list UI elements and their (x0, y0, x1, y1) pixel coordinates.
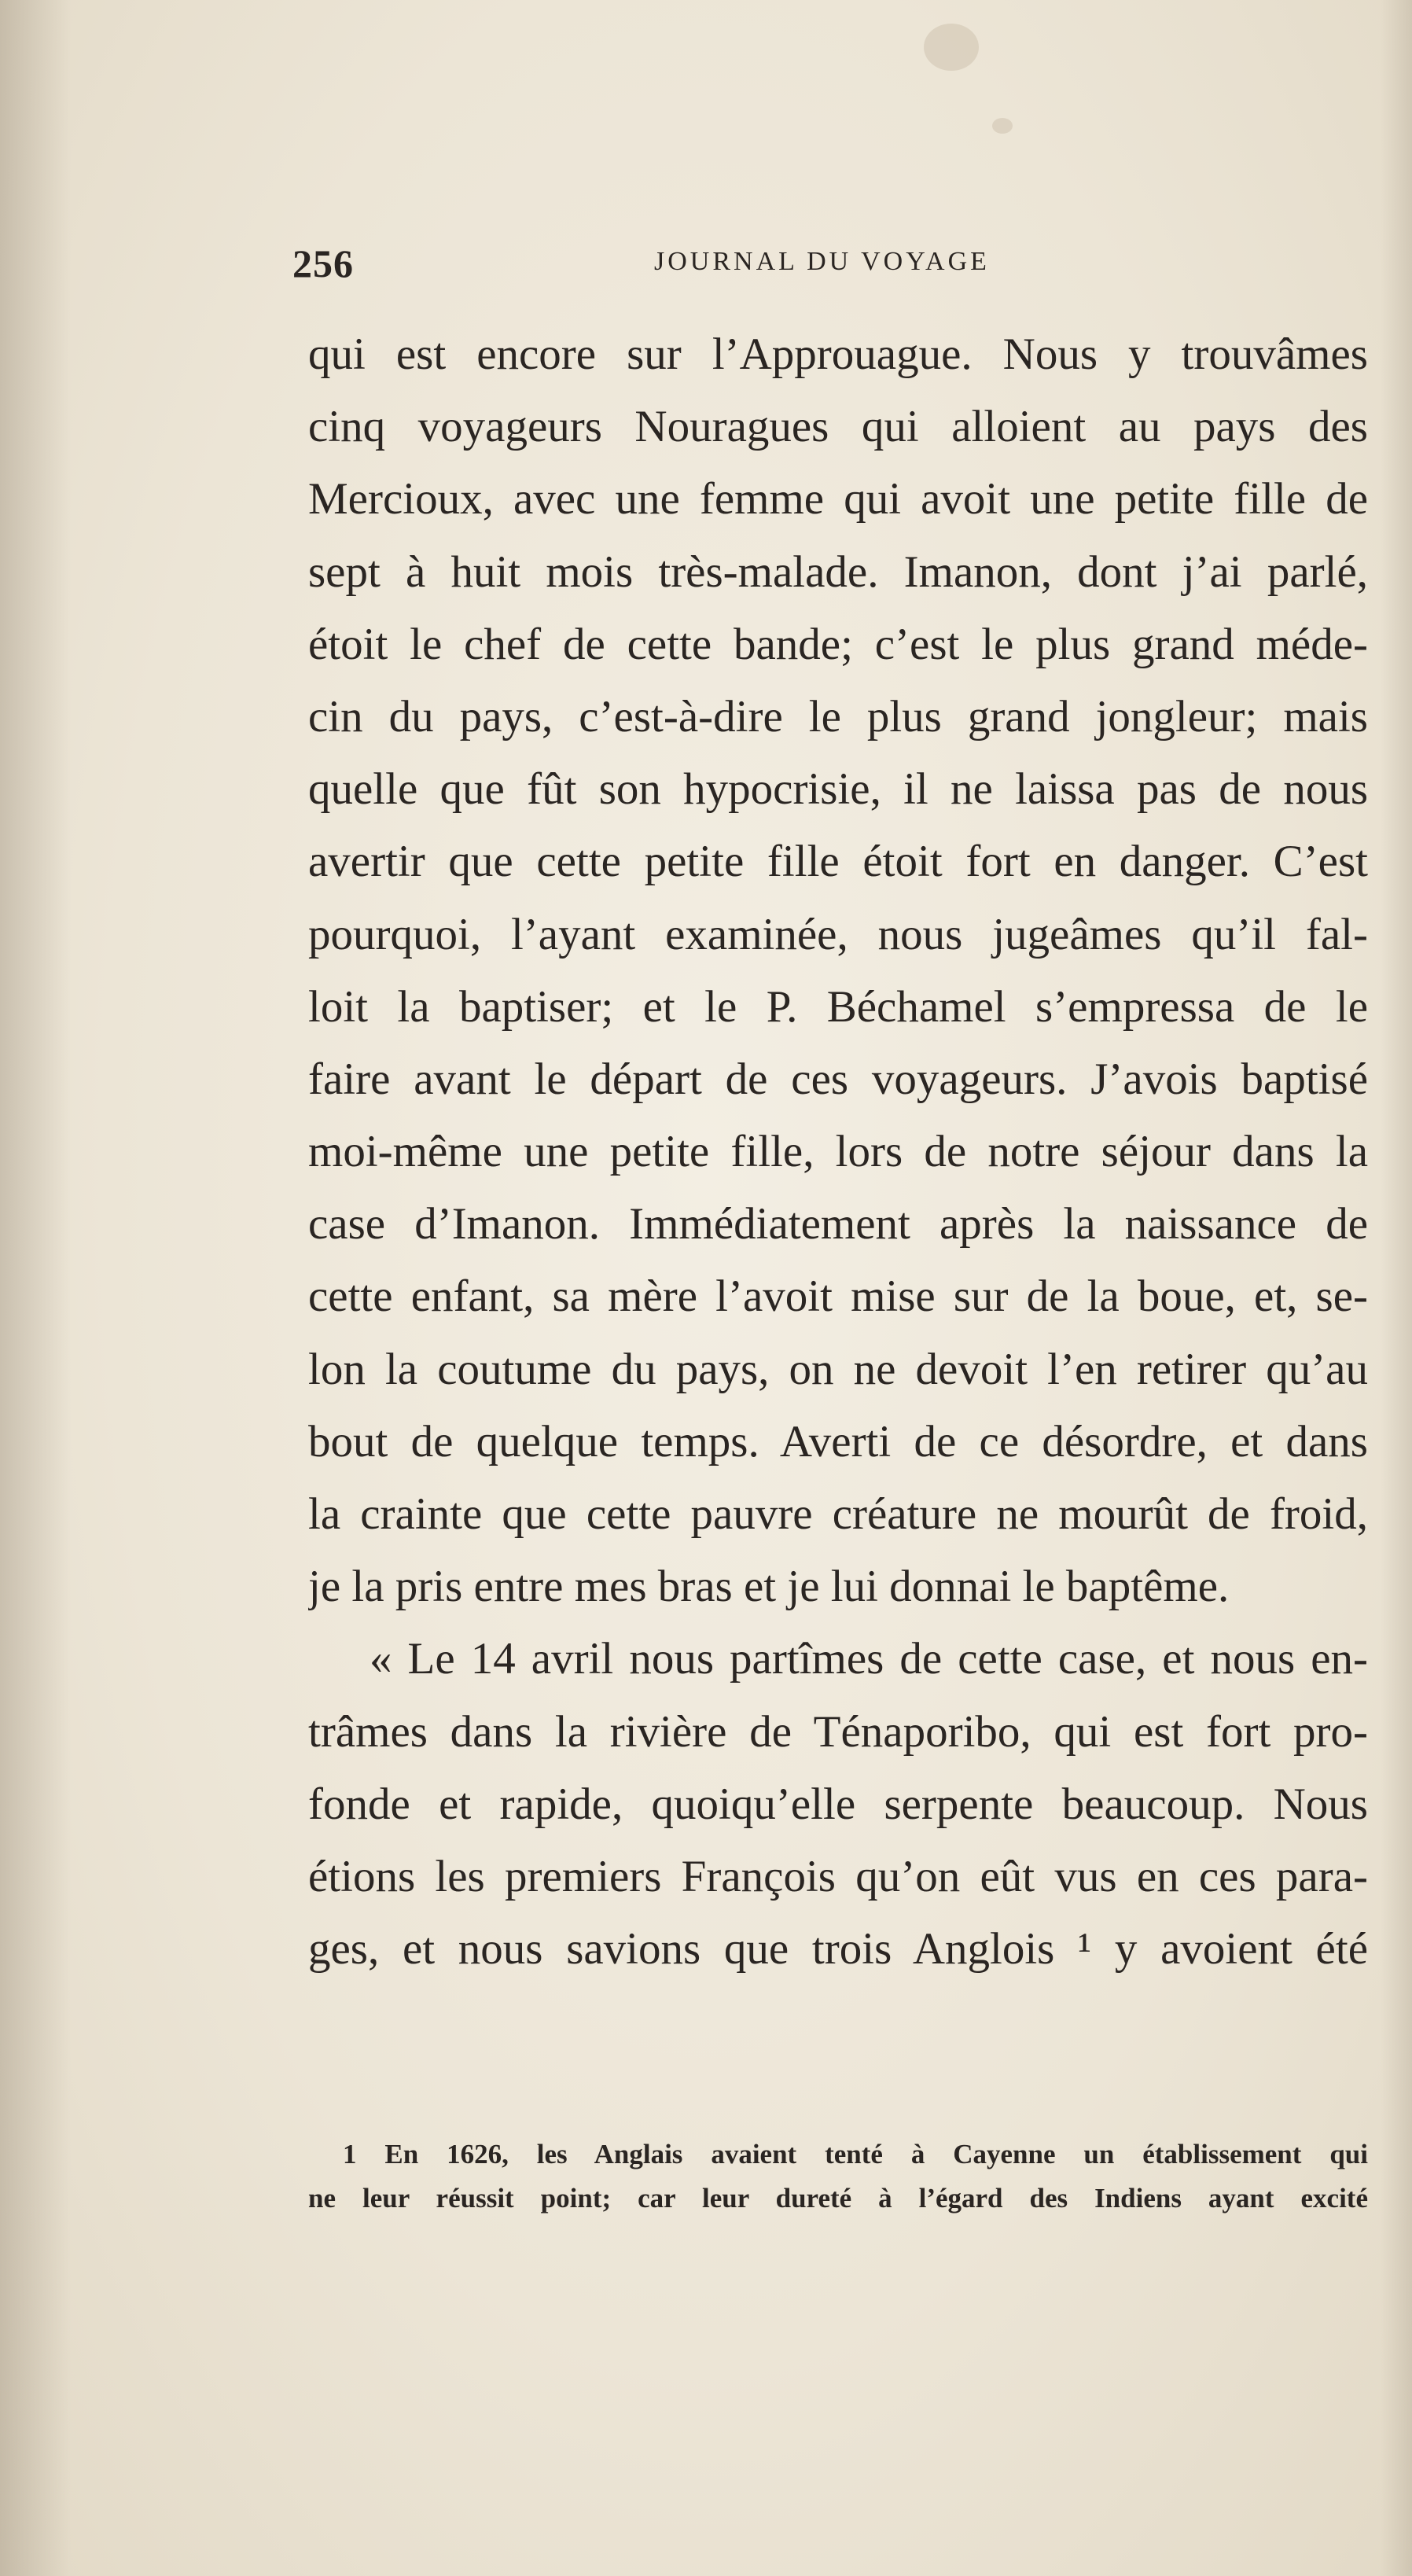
text-line: moi-même une petite fille, lors de notre séjour dans la (308, 1127, 1368, 1177)
text-line: quelle que fût son hypocrisie, il ne laissa pas de nous (308, 764, 1368, 815)
body-text (308, 318, 1368, 1985)
text-line: qui est encore sur l’Approuague. Nous y trouvâmes (308, 329, 1368, 379)
text-line: case d’Imanon. Immédiatement après la naissance de (308, 1199, 1368, 1249)
text-line: pourquoi, l’ayant examinée, nous jugeâmes qu’il fal- (308, 909, 1368, 959)
text-line: fonde et rapide, quoiqu’elle serpente beaucoup. Nous (308, 1779, 1368, 1829)
text-line: cette enfant, sa mère l’avoit mise sur de la boue, et, se- (308, 1271, 1368, 1322)
text-line: étoit le chef de cette bande; c’est le plus grand méde- (308, 619, 1368, 669)
paper-stain (992, 118, 1013, 134)
running-title: JOURNAL DU VOYAGE (654, 247, 990, 276)
text-line: cin du pays, c’est-à-dire le plus grand jongleur; mais (308, 691, 1368, 742)
page-number: 256 (292, 241, 354, 285)
page-edge-shadow-left (0, 0, 71, 2576)
text-line: étions les premiers François qu’on eût vus en ces para- (308, 1851, 1368, 1901)
text-line: sept à huit mois très-malade. Imanon, dont j’ai parlé, (308, 546, 1368, 597)
text-line: ges, et nous savions que trois Anglois ¹ y avoient été (308, 1924, 1368, 1974)
text-line: la crainte que cette pauvre créature ne mourût de froid, (308, 1489, 1368, 1539)
text-line: faire avant le départ de ces voyageurs. J’avois baptisé (308, 1054, 1368, 1104)
text-line: avertir que cette petite fille étoit fort en danger. C’est (308, 837, 1368, 887)
text-line: trâmes dans la rivière de Ténaporibo, qui est fort pro- (308, 1706, 1368, 1757)
text-line: loit la baptiser; et le P. Béchamel s’empressa de le (308, 981, 1368, 1032)
paper-stain (924, 24, 979, 71)
paragraph-start-line: « Le 14 avril nous partîmes de cette case, et nous en- (370, 1634, 1368, 1684)
text-line: bout de quelque temps. Averti de ce désordre, et dans (308, 1416, 1368, 1466)
text-line: je la pris entre mes bras et je lui donnai le baptême. (308, 1562, 1230, 1612)
text-line: cinq voyageurs Nouragues qui alloient au pays des (308, 402, 1368, 452)
footnotes (308, 2133, 1368, 2221)
footnote-line: ne leur réussit point; car leur dureté à l’égard des Indiens ayant excité (308, 2183, 1368, 2214)
running-head (292, 241, 1368, 296)
text-line: lon la coutume du pays, on ne devoit l’en retirer qu’au (308, 1344, 1368, 1394)
footnote-line: 1 En 1626, les Anglais avaient tenté à Cayenne un établissement qui (343, 2139, 1368, 2169)
page-edge-shadow-right (1381, 0, 1412, 2576)
text-line: Mercioux, avec une femme qui avoit une petite fille de (308, 474, 1368, 524)
